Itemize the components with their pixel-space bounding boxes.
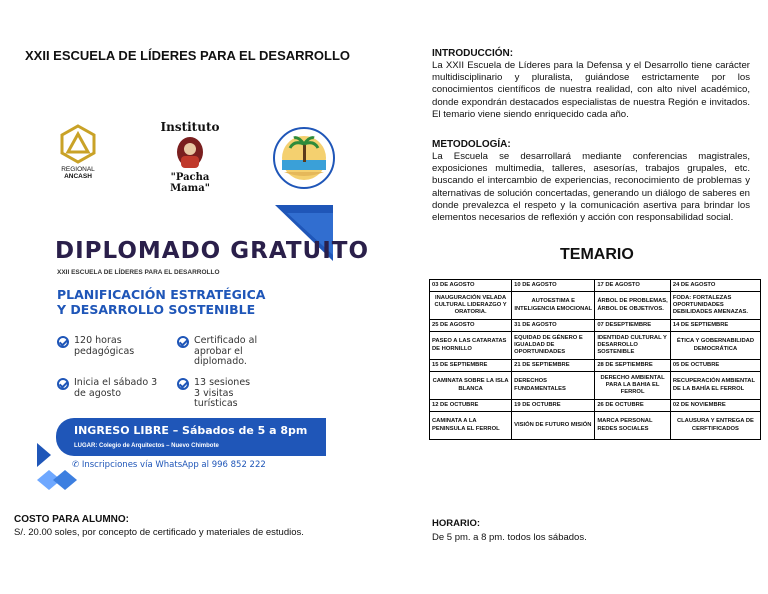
horario-heading: HORARIO: (432, 518, 481, 529)
feature-line: Certificado al (194, 335, 258, 346)
topic-cell: AUTOESTIMA E INTELIGENCIA EMOCIONAL (512, 292, 595, 320)
check-circle-icon (177, 378, 189, 390)
regional-ancash-logo (55, 124, 101, 180)
table-row (430, 280, 761, 292)
hexagon-triangle-icon (58, 124, 98, 164)
plan-heading-line1: PLANIFICACIÓN ESTRATÉGICA (57, 287, 266, 302)
date-cell: 21 DE SEPTIEMBRE (512, 360, 595, 372)
table-row (430, 412, 761, 440)
feature-line: aprobar el (194, 345, 243, 357)
costo-heading: COSTO PARA ALUMNO: (14, 514, 129, 525)
logo-regional-label: REGIONAL (61, 166, 95, 173)
intro-heading: INTRODUCCIÓN: (432, 48, 514, 59)
table-row (430, 400, 761, 412)
whatsapp-icon: ✆ (72, 460, 80, 470)
check-circle-icon (57, 336, 69, 348)
date-cell: 14 DE SEPTIEMBRE (670, 320, 760, 332)
check-circle-icon (57, 378, 69, 390)
table-row (430, 360, 761, 372)
table-row (430, 372, 761, 400)
topic-cell: DERECHO AMBIENTAL PARA LA BAHIA EL FERROL (595, 372, 671, 400)
costo-text: S/. 20.00 soles, por concepto de certificado y materiales de estudios. (14, 527, 304, 538)
feature-line: pedagógicas (74, 345, 135, 357)
date-cell: 19 DE OCTUBRE (512, 400, 595, 412)
logo-pacha-mama-label: "Pacha Mama" (170, 172, 210, 194)
logo-ancash-label: ANCASH (64, 173, 92, 180)
feature-line: diplomado. (194, 356, 247, 367)
date-cell: 24 DE AGOSTO (670, 280, 760, 292)
date-cell: 26 DE OCTUBRE (595, 400, 671, 412)
diplomado-title: DIPLOMADO GRATUITO (55, 238, 370, 264)
whatsapp-line (72, 460, 266, 470)
topic-cell: IDENTIDAD CULTURAL Y DESARROLLO SOSTENIBLE (595, 332, 671, 360)
topic-cell: VISIÓN DE FUTURO MISIÓN (512, 412, 595, 440)
date-cell: 17 DE AGOSTO (595, 280, 671, 292)
table-row (430, 332, 761, 360)
feature-line: de agosto (74, 387, 122, 399)
chimbote-de-pie-logo (272, 126, 336, 190)
temario-table (429, 279, 761, 440)
feature-item (57, 336, 134, 357)
feature-line: Inicia el sábado 3 (74, 377, 158, 388)
metodologia-paragraph: La Escuela se desarrollará mediante conferencias magistrales, exposiciones multimedia, talleres, asesorías, trabajos grupales, etc. buscando el intercambio de experiencias, reconocimiento de problemas y alternativas de solución concertadas, generando un diálogo de saberes en donde prevalezca el respeto y la comunicación asertiva para brindar los elementos necesarios de reflexión y acción con responsabilidad social. (432, 151, 750, 224)
feature-line: 120 horas (74, 335, 122, 346)
topic-cell: RECUPERACIÓN AMBIENTAL DE LA BAHÍA EL FERROL (670, 372, 760, 400)
ingreso-banner (56, 418, 326, 456)
diplomado-subtitle: XXII ESCUELA DE LÍDERES PARA EL DESARROLLO (57, 269, 220, 276)
feature-line: 3 visitas (194, 387, 234, 399)
feature-item (57, 378, 157, 399)
table-row (430, 292, 761, 320)
topic-cell: ÁRBOL DE PROBLEMAS, ÁRBOL DE OBJETIVOS. (595, 292, 671, 320)
topic-cell: ÉTICA Y GOBERNABILIDAD DEMOCRÁTICA (670, 332, 760, 360)
temario-title: TEMARIO (560, 246, 634, 263)
check-circle-icon (177, 336, 189, 348)
topic-cell: EQUIDAD DE GÉNERO E IGUALDAD DE OPORTUNIDADES (512, 332, 595, 360)
date-cell: 25 DE AGOSTO (430, 320, 512, 332)
palm-beach-seal-icon (272, 126, 336, 190)
topic-cell: MARCA PERSONAL REDES SOCIALES (595, 412, 671, 440)
date-cell: 03 DE AGOSTO (430, 280, 512, 292)
date-cell: 12 DE OCTUBRE (430, 400, 512, 412)
feature-line: turísticas (194, 398, 238, 409)
feature-item (177, 336, 257, 368)
pacha-mama-logo (150, 120, 230, 194)
date-cell: 10 DE AGOSTO (512, 280, 595, 292)
topic-cell: CAMINATA A LA PENINSULA EL FERROL (430, 412, 512, 440)
topic-cell: FODA: FORTALEZAS OPORTUNIDADES DEBILIDADES AMENAZAS. (670, 292, 760, 320)
lugar-text: LUGAR: Colegio de Arquitectos – Nuevo Chimbote (74, 443, 219, 449)
date-cell: 28 DE SEPTIEMBRE (595, 360, 671, 372)
topic-cell: INAUGURACIÓN VELADA CULTURAL LIDERAZGO Y ORATORIA. (430, 292, 512, 320)
date-cell: 02 DE NOVIEMBRE (670, 400, 760, 412)
page-header: XXII ESCUELA DE LÍDERES PARA EL DESARROLLO (25, 48, 351, 63)
date-cell: 07 DESEPTIEMBRE (595, 320, 671, 332)
topic-cell: CLAUSURA Y ENTREGA DE CERFTIFICADOS (670, 412, 760, 440)
intro-paragraph: La XXII Escuela de Líderes para la Defensa y el Desarrollo tiene carácter multidisciplinario y pluralista, guiándose estrictamente por los conocimientos científicos de nuestra realidad, con alto nivel académico, donde expondrán destacados especialistas de nuestra Región e invitados. El temario viene siendo enriquecido cada año. (432, 60, 750, 120)
metodologia-heading: METODOLOGÍA: (432, 139, 511, 150)
whatsapp-text: Inscripciones vía WhatsApp al 996 852 222 (81, 460, 266, 470)
feature-item (177, 378, 250, 410)
date-cell: 15 DE SEPTIEMBRE (430, 360, 512, 372)
topic-cell: PASEO A LAS CATARATAS DE HORNILLO (430, 332, 512, 360)
date-cell: 05 DE OCTUBRE (670, 360, 760, 372)
table-row (430, 320, 761, 332)
portrait-icon (172, 136, 208, 170)
ingreso-text: INGRESO LIBRE – Sábados de 5 a 8pm (74, 424, 308, 437)
logo-instituto-label: Instituto (160, 120, 220, 134)
plan-heading-line2: Y DESARROLLO SOSTENIBLE (57, 302, 256, 317)
feature-line: 13 sesiones (194, 377, 251, 388)
date-cell: 31 DE AGOSTO (512, 320, 595, 332)
horario-text: De 5 pm. a 8 pm. todos los sábados. (432, 532, 587, 543)
topic-cell: CAMINATA SOBRE LA ISLA BLANCA (430, 372, 512, 400)
topic-cell: DERECHOS FUNDAMENTALES (512, 372, 595, 400)
